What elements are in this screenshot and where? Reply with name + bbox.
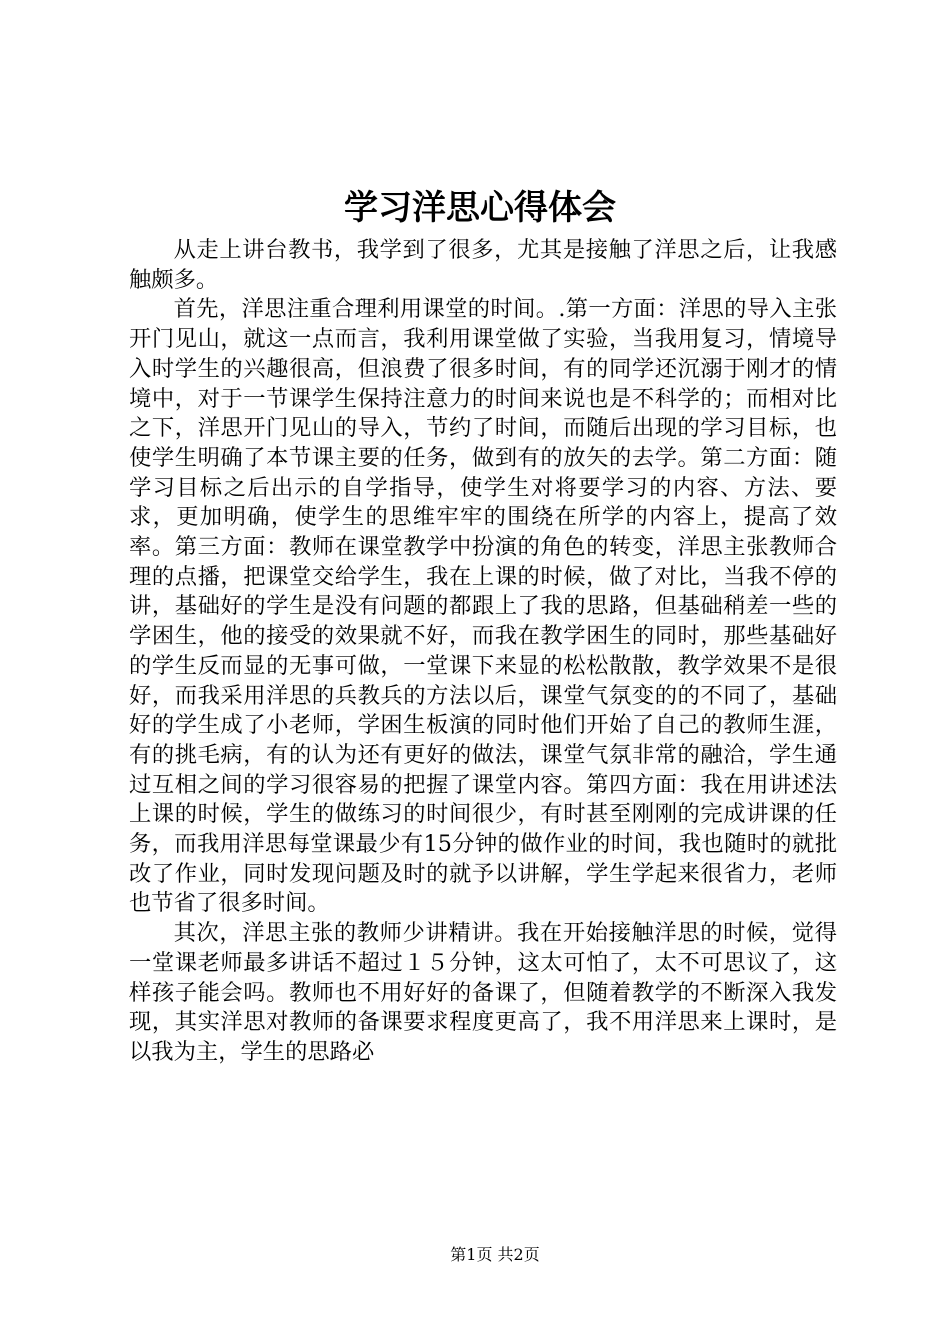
document-title: 学习洋思心得体会 bbox=[344, 188, 616, 228]
paragraph-first: 首先，洋思注重合理利用课堂的时间。.第一方面：洋思的导入主张开门见山，就这一点而言，我利用课堂做了实验，当我用复习，情境导入时学生的兴趣很高，但浪费了很多时间，有的同学还沉溺于刚才的情境中，对于一节课学生保持注意力的时间来说也是不科学的；而相对比之下，洋思开门见山的导入，节约了时间，而随后出现的学习目标，也使学生明确了本节课主要的任务，做到有的放矢的去学。第二方面：随学习目标之后出示的自学指导，使学生对将要学习的内容、方法、要求，更加明确，使学生的思维牢牢的围绕在所学的内容上，提高了效率。第三方面：教师在课堂教学中扮演的角色的转变，洋思主张教师合理的点播，把课堂交给学生，我在上课的时候，做了对比，当我不停的讲，基础好的学生是没有问题的都跟上了我的思路，但基础稍差一些的学困生，他的接受的效果就不好，而我在教学困生的同时，那些基础好的学生反而显的无事可做，一堂课下来显的松松散散，教学效果不是很好，而我采用洋思的兵教兵的方法以后，课堂气氛变的的不同了，基础好的学生成了小老师，学困生板演的同时他们开始了自己的教师生涯，有的挑毛病，有的认为还有更好的做法，课堂气氛非常的融洽，学生通过互相之间的学习很容易的把握了课堂内容。第四方面：我在用讲述法上课的时候，学生的做练习的时间很少，有时甚至刚刚的完成讲课的任务，而我用洋思每堂课最少有15分钟的做作业的时间，我也随时的就批改了作业，同时发现问题及时的就予以讲解，学生学起来很省力，老师也节省了很多时间。 bbox=[129, 296, 837, 917]
paragraph-intro: 从走上讲台教书，我学到了很多，尤其是接触了洋思之后，让我感触颇多。 bbox=[129, 237, 837, 293]
page-footer: 第1页 共2页 bbox=[450, 1245, 540, 1264]
document-body bbox=[129, 236, 837, 1068]
paragraph-second: 其次，洋思主张的教师少讲精讲。我在开始接触洋思的时候，觉得一堂课老师最多讲话不超过１５分钟，这太可怕了，太不可思议了，这样孩子能会吗。教师也不用好好的备课了，但随着教学的不断深入我发现，其实洋思对教师的备课要求程度更高了，我不用洋思来上课时，是以我为主，学生的思路必 bbox=[129, 920, 837, 1065]
